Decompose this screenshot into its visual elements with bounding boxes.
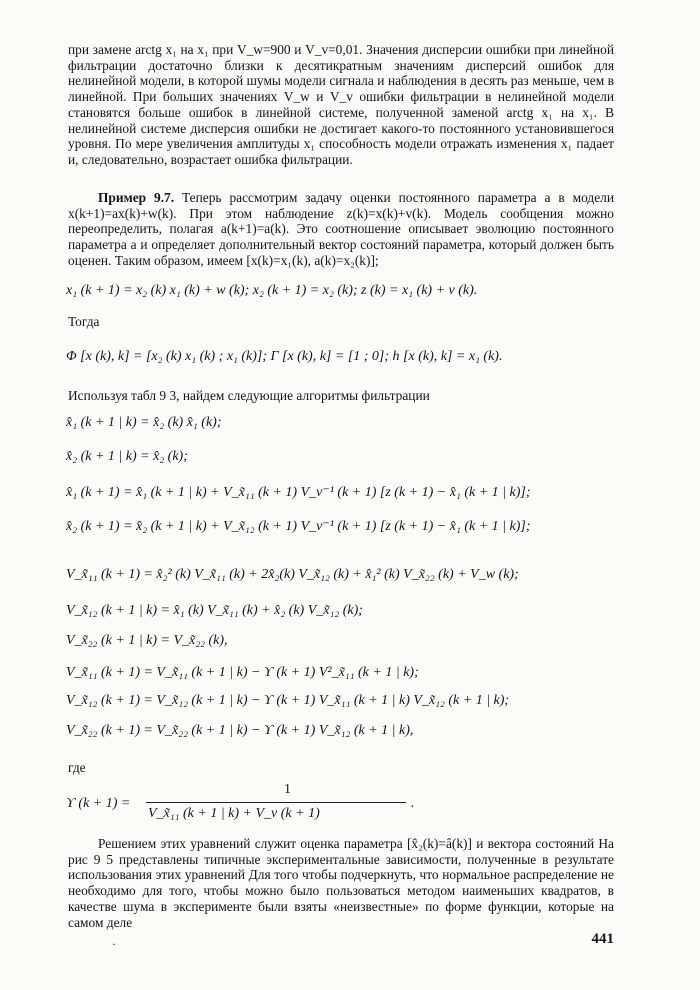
example-text: Теперь рассмотрим задачу оценки постоянного параметра a в модели x(k+1)=ax(k)+w(k). При этом наблюдение z(k)=x(k)+v(k). Модель сообщения можно переопределить, полагая a(k+1)=a(k). Это соотношение описывает эволюцию постоянного параметра a и определяет дополнительный вектор состояний параметра, который должен быть оценен. Таким образом, имеем [x(k)=x₁(k), a(k)=x₂(k)]; bbox=[68, 190, 614, 268]
algorithm-eq-5: V_x̃₁₁ (k + 1) = x̂₂² (k) V_x̃₁₁ (k) + 2x̂₂(k) V_x̃₁₂ (k) + x̂₁² (k) V_x̃₂₂ (k) + V_w (k); bbox=[66, 567, 519, 582]
algorithm-eq-3: x̂₁ (k + 1) = x̂₁ (k + 1 | k) + V_x̃₁₁ (k + 1) V_v⁻¹ (k + 1) [z (k + 1) − x̂₁ (k + 1 | k)]; bbox=[66, 485, 531, 500]
algorithm-eq-8: V_x̃₁₁ (k + 1) = V_x̃₁₁ (k + 1 | k) − ϒ (k + 1) V²_x̃₁₁ (k + 1 | k); bbox=[66, 665, 419, 680]
equation-matrices: Φ [x (k), k] = [x₂ (k) x₁ (k) ; x₁ (k)]; Γ [x (k), k] = [1 ; 0]; h [x (k), k] = x₁ (k). bbox=[66, 349, 503, 364]
algorithm-eq-9: V_x̃₁₂ (k + 1) = V_x̃₁₂ (k + 1 | k) − ϒ (k + 1) V_x̃₁₁ (k + 1 | k) V_x̃₁₂ (k + 1 | k); bbox=[66, 693, 510, 708]
algorithm-eq-4: x̂₂ (k + 1) = x̂₂ (k + 1 | k) + V_x̃₁₂ (k + 1) V_v⁻¹ (k + 1) [z (k + 1) − x̂₁ (k + 1 | k)]; bbox=[66, 519, 531, 534]
paragraph-intro: при замене arctg x₁ на x₁ при V_w=900 и V_v=0,01. Значения дисперсии ошибки при линейной фильтрации достаточно близки к десятикратным значениям дисперсий ошибок для нелинейной модели, в которой шумы модели сигнала и наблюдения в десять раз меньше, чем в линейной. При больших значениях V_w и V_v ошибки фильтрации в нелинейной модели становятся больше ошибок в линейной системе, полученной заменой arctg x₁ на x₁. В нелинейной системе дисперсия ошибки не достигает какого-то постоянного установившегося уровня. По мере увеличения амплитуды x₁ способность модели отражать изменения x₁ падает и, следовательно, возрастает ошибка фильтрации. bbox=[68, 42, 614, 167]
algorithm-eq-10: V_x̃₂₂ (k + 1) = V_x̃₂₂ (k + 1 | k) − ϒ (k + 1) V_x̃₁₂ (k + 1 | k), bbox=[66, 723, 414, 738]
page-number: 441 bbox=[591, 931, 614, 947]
paragraph-example bbox=[68, 190, 614, 269]
algorithm-eq-7: V_x̃₂₂ (k + 1 | k) = V_x̃₂₂ (k), bbox=[66, 633, 228, 648]
algorithm-eq-2: x̂₂ (k + 1 | k) = x̂₂ (k); bbox=[66, 449, 188, 464]
fraction-upsilon bbox=[66, 782, 466, 830]
fraction-denominator: V_x̃₁₁ (k + 1 | k) + V_v (k + 1) bbox=[148, 806, 320, 821]
fraction-tail: . bbox=[411, 796, 415, 811]
fraction-lhs: ϒ (k + 1) = bbox=[66, 796, 131, 811]
example-label: Пример 9.7. bbox=[98, 190, 175, 205]
paragraph-algorithms-intro: Используя табл 9 3, найдем следующие алгоритмы фильтрации bbox=[68, 388, 430, 403]
label-where: где bbox=[68, 760, 86, 775]
fraction-bar bbox=[146, 802, 406, 803]
equation-model: x₁ (k + 1) = x₂ (k) x₁ (k) + w (k); x₂ (k + 1) = x₂ (k); z (k) = x₁ (k) + v (k). bbox=[66, 283, 478, 298]
algorithm-eq-1: x̂₁ (k + 1 | k) = x̂₂ (k) x̂₁ (k); bbox=[66, 415, 222, 430]
label-then: Тогда bbox=[68, 314, 100, 329]
algorithm-eq-6: V_x̃₁₂ (k + 1 | k) = x̂₁ (k) V_x̃₁₁ (k) + x̂₂ (k) V_x̃₁₂ (k); bbox=[66, 603, 363, 618]
paragraph-solution: Решением этих уравнений служит оценка параметра [x̂₂(k)=â(k)] и вектора состояний На рис 9 5 представлены типичные экспериментальные зависимости, полученные в результате использования этих уравнений Для того чтобы подчеркнуть, что нормальное распределение не необходимо для того, чтобы можно было пользоваться методом наименьших квадратов, в качестве шума в эксперименте были взяты «неизвестные» по форме функции, которые на самом деле bbox=[68, 836, 614, 930]
footer-dot: · bbox=[112, 937, 116, 951]
fraction-numerator: 1 bbox=[284, 782, 291, 797]
